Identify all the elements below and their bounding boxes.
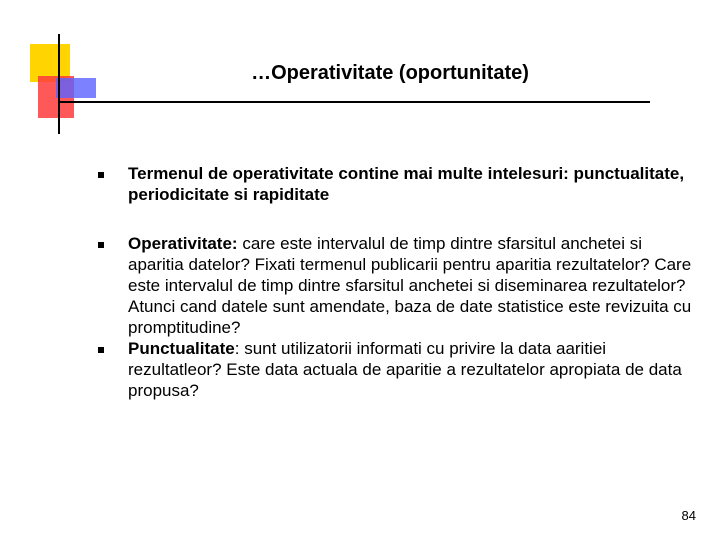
square-bullet-icon bbox=[98, 242, 104, 248]
bullet-1-text: Termenul de operativitate contine mai multe intelesuri: punctualitate, periodicitate si rapiditate bbox=[128, 164, 685, 204]
decor-blue-bar bbox=[56, 78, 96, 98]
title-underline bbox=[58, 101, 650, 103]
bullet-3-term: Punctualitate bbox=[128, 339, 235, 358]
bullet-item-3 bbox=[98, 338, 698, 401]
bullet-2-term: Operativitate: bbox=[128, 234, 238, 253]
bullet-item-2 bbox=[98, 233, 698, 338]
decor-vertical-line bbox=[58, 34, 60, 134]
bullet-list bbox=[98, 163, 698, 401]
slide-title: …Operativitate (oportunitate) bbox=[251, 62, 529, 84]
square-bullet-icon bbox=[98, 347, 104, 353]
square-bullet-icon bbox=[98, 172, 104, 178]
page-number: 84 bbox=[681, 508, 696, 523]
bullet-2-text: care este intervalul de timp dintre sfarsitul anchetei si aparitia datelor? Fixati termenul publicarii pentru aparitia rezultatelor? Care este intervalul de timp dintre sfarsitul anchetei si diseminarea rezultatelor? Atunci cand datele sunt amendate, baza de date statistice este revizuita cu promptitudine? bbox=[128, 234, 692, 337]
bullet-item-1 bbox=[98, 163, 698, 205]
bullet-3-text: : sunt utilizatorii informati cu privire la data aaritiei rezultatleor? Este data actuala de aparitie a rezultatelor apropiata de data propusa? bbox=[128, 339, 682, 400]
